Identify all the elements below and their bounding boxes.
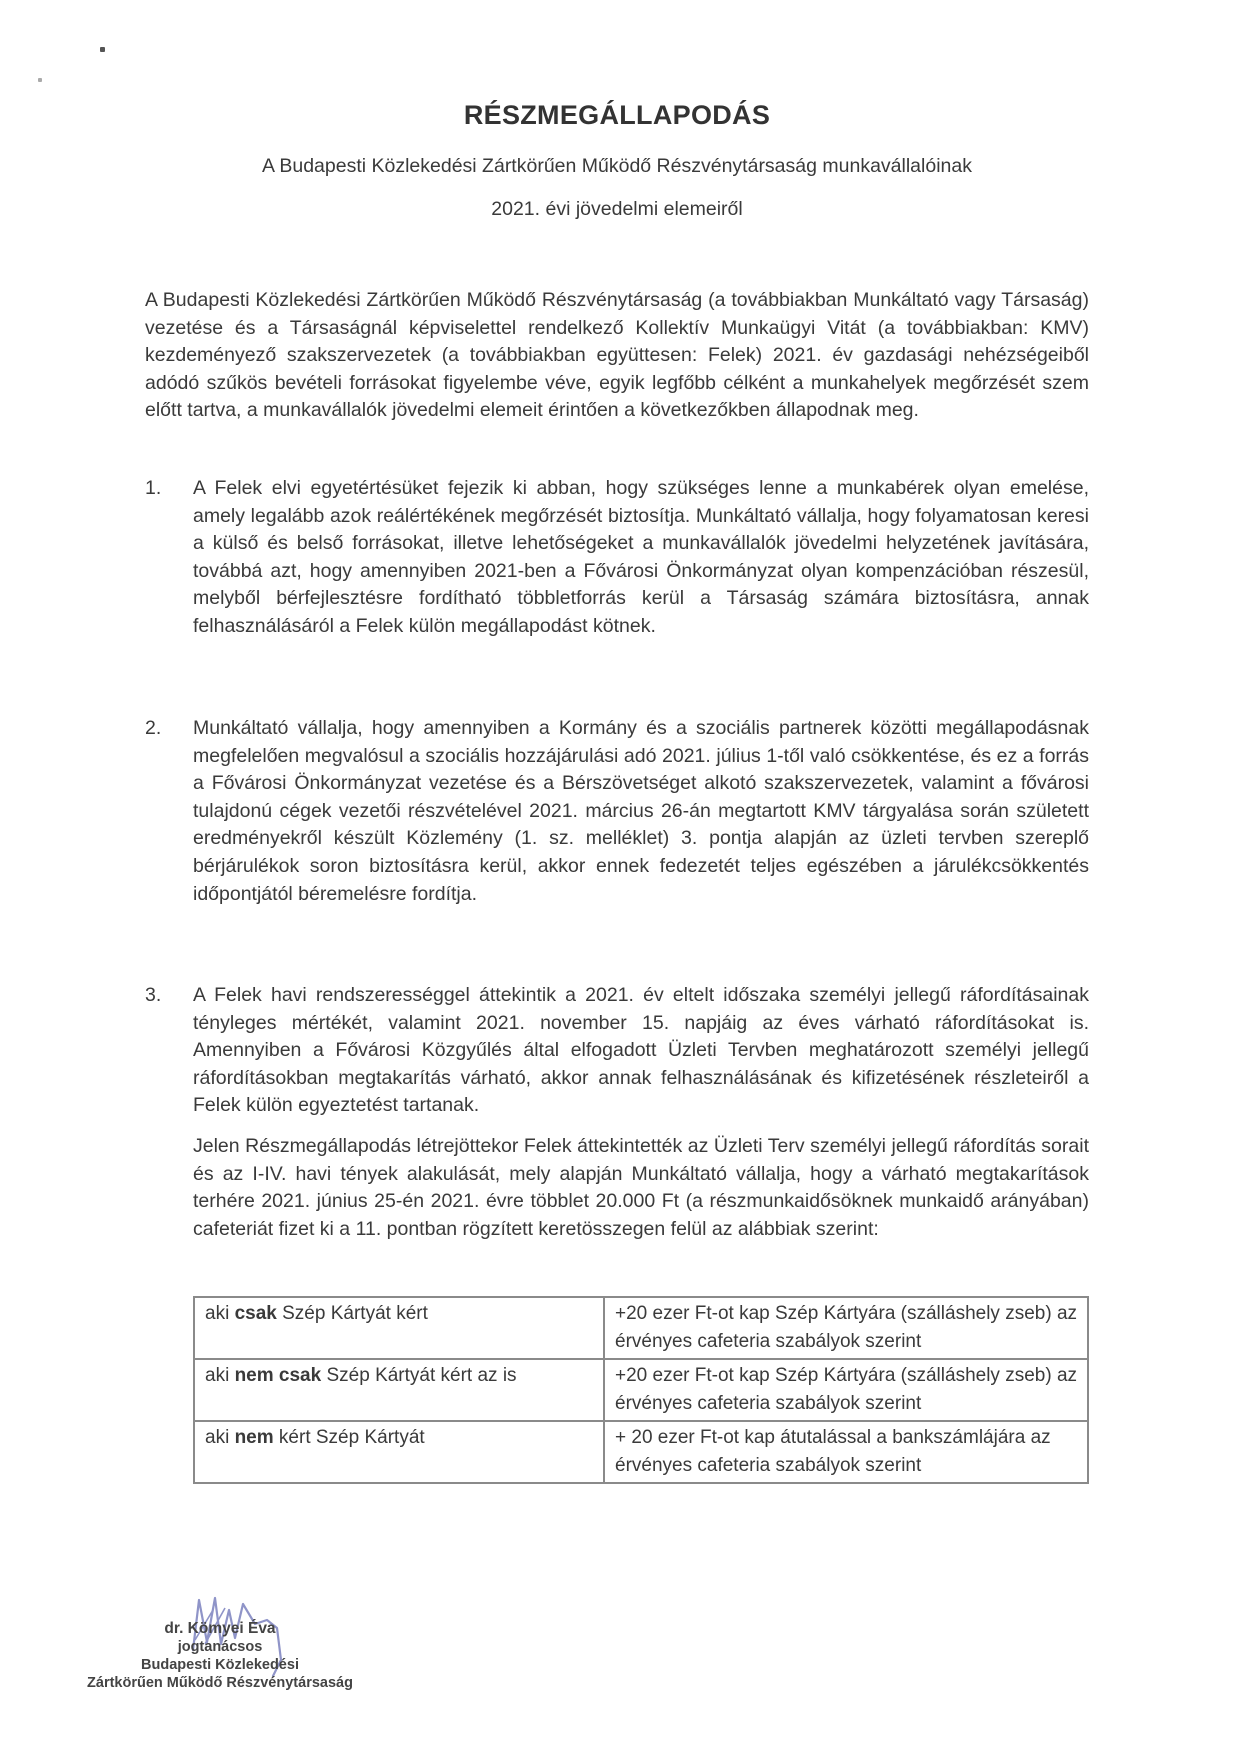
scan-speck xyxy=(100,47,105,52)
cell-text: Szép Kártyát kért xyxy=(276,1303,428,1324)
item-text: A Felek elvi egyetértésüket fejezik ki abban, hogy szükséges lenne a munkabérek olyan emelése, amely legalább azok reálértékének megőrzését biztosítja. Munkáltató vállalja, hogy folyamatosan keresi a külső és belső forrásokat, illetve lehetőségeket a munkavállalók jövedelmi helyzetének javítására, továbbá azt, hogy amennyiben 2021-ben a Fővárosi Önkormányzat olyan kompenzációban részesül, melyből bérfejlesztésre fordítható többletforrás kerül a Társaság számára biztosításra, annak felhasználásáról a Felek külön megállapodást kötnek. xyxy=(193,477,1089,637)
cell-text: aki xyxy=(205,1303,235,1324)
item-text: Munkáltató vállalja, hogy amennyiben a Kormány és a szociális partnerek közötti megállapodásnak megfelelően megvalósul a szociális hozzájárulási adó 2021. július 1-től való csökkentése, és ez a forrás a Fővárosi Önkormányzat vezetése és a Bérszövetséget alkotó szakszervezetek, valamint a fővárosi tulajdonú cégek vezetői részvételével 2021. március 26-án megtartott KMV tárgyalása során született eredményekről készült Közlemény (1. sz. melléklet) 3. pontja alapján az üzleti tervben szereplő bérjárulékok soron biztosításra kerül, akkor ennek fedezetét teljes egészében a járulékcsökkentés időpontjától béremelésre fordítja. xyxy=(193,717,1089,905)
cell-emphasis: nem xyxy=(234,1427,274,1448)
document-subtitle-line2: 2021. évi jövedelmi elemeiről xyxy=(491,198,743,220)
signatory-role: jogtanácsos xyxy=(177,1639,263,1655)
item-number: 2. xyxy=(145,717,162,739)
signatory-org-line2: Zártkörűen Működő Részvénytársaság xyxy=(87,1675,353,1691)
item-3-continuation: Jelen Részmegállapodás létrejöttekor Felek áttekintették az Üzleti Terv személyi jellegű ráfordítás sorait és az I-IV. havi tények alakulását, mely alapján Munkáltató vállalja, hogy a várható megtakarítások terhére 2021. június 25-én 2021. évre többlet 20.000 Ft (a részmunkaidősöknek munkaidő arányában) cafeteriát fizet ki a 11. pontban rögzített keretösszegen felül az alábbiak szerint: xyxy=(193,1135,1089,1240)
intro-paragraph: A Budapesti Közlekedési Zártkörűen Működő Részvénytársaság (a továbbiakban Munkáltató vagy Társaság) vezetése és a Társaságnál képviselettel rendelkező Kollektív Munkaügyi Vitát (a továbbiakban: KMV) kezdeményező szakszervezetek (a továbbiakban együttesen: Felek) 2021. év gazdasági nehézségeiből adódó szűkös bevételi forrásokat figyelembe véve, egyik legfőbb célként a munkahelyek megőrzését szem előtt tartva, a munkavállalók jövedelmi elemeit érintően a következőkben állapodnak meg. xyxy=(145,289,1089,422)
cafeteria-table xyxy=(193,1296,1089,1484)
signatory-org-line1: Budapesti Közlekedési xyxy=(141,1657,299,1673)
cell-text: aki xyxy=(205,1427,235,1448)
cell-emphasis: nem csak xyxy=(234,1365,322,1386)
list-item-3 xyxy=(145,982,1089,1120)
signatory-name: dr. Kömyei Éva xyxy=(164,1620,276,1637)
list-item-2 xyxy=(145,715,1089,908)
eligibility-cell xyxy=(194,1297,604,1359)
list-item-1 xyxy=(145,475,1089,641)
table-row xyxy=(194,1297,1088,1359)
item-text: A Felek havi rendszerességgel áttekintik a 2021. év eltelt időszaka személyi jellegű ráfordításainak tényleges mértékét, valamint 2021. november 15. napjáig az éves várható ráfordításokat is. Amennyiben a Fővárosi Közgyűlés által elfogadott Üzleti Tervben meghatározott személyi jellegű ráfordításokban megtakarítás várható, akkor annak felhasználásának és kifizetésének részleteiről a Felek külön egyeztetést tartanak. xyxy=(193,984,1089,1117)
benefit-cell: +20 ezer Ft-ot kap Szép Kártyára (szálláshely zseb) az érvényes cafeteria szabályok szerint xyxy=(604,1359,1088,1421)
item-number: 1. xyxy=(145,477,162,499)
eligibility-cell xyxy=(194,1359,604,1421)
benefit-cell: +20 ezer Ft-ot kap Szép Kártyára (szálláshely zseb) az érvényes cafeteria szabályok szerint xyxy=(604,1297,1088,1359)
table-row xyxy=(194,1359,1088,1421)
scan-speck xyxy=(38,78,42,82)
eligibility-cell xyxy=(194,1421,604,1483)
benefit-cell: + 20 ezer Ft-ot kap átutalással a bankszámlájára az érvényes cafeteria szabályok szerint xyxy=(604,1421,1088,1483)
table-row xyxy=(194,1421,1088,1483)
cell-emphasis: csak xyxy=(234,1303,277,1324)
cell-text: Szép Kártyát kért az is xyxy=(321,1365,517,1386)
cell-text: aki xyxy=(205,1365,235,1386)
item-number: 3. xyxy=(145,984,162,1006)
document-subtitle-line1: A Budapesti Közlekedési Zártkörűen Működő Részvénytársaság munkavállalóinak xyxy=(262,155,972,177)
signature-block xyxy=(60,1620,380,1692)
document-title: RÉSZMEGÁLLAPODÁS xyxy=(463,100,771,130)
cell-text: kért Szép Kártyát xyxy=(273,1427,425,1448)
